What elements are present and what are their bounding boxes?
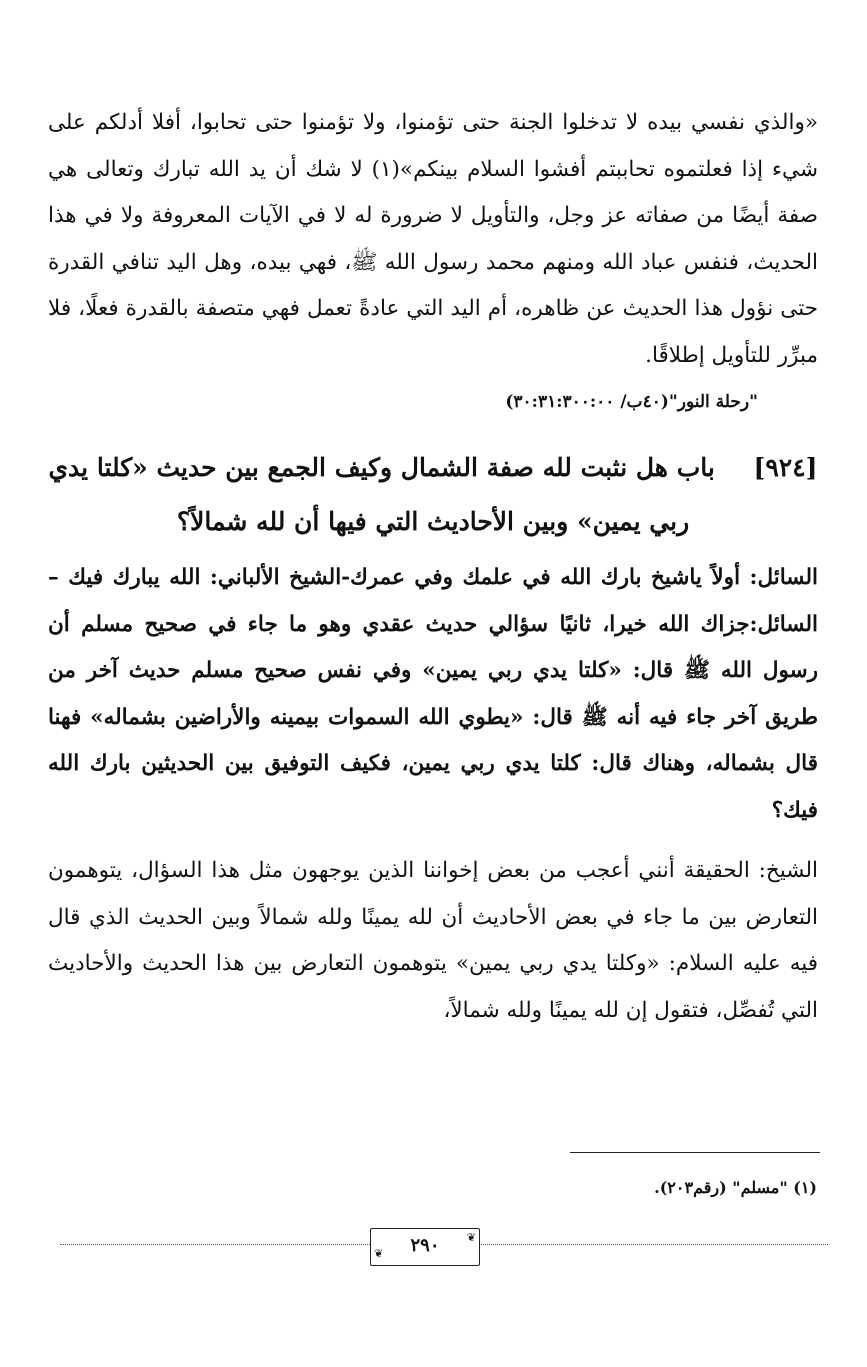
question-paragraph: السائل: أولاً ياشيخ بارك الله في علمك وفي عمرك-الشيخ الألباني: الله يبارك فيك – السائل:جزاك الله خيرا، ثانيًا سؤالي حديث عقدي وهو ما جاء في صحيح مسلم أن رسول الله ﷺ قال: «كلتا يدي ربي يمين» وفي نفس صحيح مسلم حديث آخر من طريق آخر جاء فيه أنه ﷺ قال: «يطوي الله السموات بيمينه والأراضين بشماله» فهنا قال بشماله، وهناك قال: كلتا يدي ربي يمين، فكيف التوفيق بين الحديثين بارك الله فيك؟ (48, 565, 818, 823)
footnote: (١) "مسلم" (رقم٢٠٣). (654, 1178, 817, 1197)
page-number: ٢٩٠ (410, 1235, 440, 1256)
chapter-heading (48, 441, 818, 549)
ornament-icon: ❦ (466, 1231, 476, 1244)
ornament-icon: ❦ (374, 1247, 384, 1260)
source-reference: "رحلة النور"(٤٠ب/ ٣٠:٣١:٣٠٠:٠٠) (505, 392, 758, 412)
chapter-number: [٩٢٤] (753, 453, 818, 482)
chapter-title: باب هل نثبت لله صفة الشمال وكيف الجمع بين حديث «كلتا يدي ربي يمين» وبين الأحاديث التي فيها أن لله شمالاً؟ (48, 453, 715, 536)
page-body (48, 100, 818, 1034)
page-number-frame (370, 1228, 480, 1266)
answer-paragraph: الشيخ: الحقيقة أنني أعجب من بعض إخواننا الذين يوجهون مثل هذا السؤال، يتوهمون التعارض بين ما جاء في بعض الأحاديث أن لله يمينًا ولله شمالاً وبين الحديث الذي قال فيه عليه السلام: «وكلتا يدي ربي يمين» يتوهمون التعارض بين هذا الحديث والأحاديث التي تُفصِّل، فتقول إن لله يمينًا ولله شمالاً، (48, 858, 818, 1023)
footnote-divider (570, 1152, 820, 1153)
intro-paragraph: «والذي نفسي بيده لا تدخلوا الجنة حتى تؤمنوا، ولا تؤمنوا حتى تحابوا، أفلا أدلكم على شيء إذا فعلتموه تحاببتم أفشوا السلام بينكم»(١) لا شك أن يد الله تبارك وتعالى هي صفة أيضًا من صفاته عز وجل، والتأويل لا ضرورة له لا في الآيات المعروفة ولا في هذا الحديث، فنفس عباد الله ومنهم محمد رسول الله ﷺ، فهي بيده، وهل اليد تنافي القدرة حتى نؤول هذا الحديث عن ظاهره، أم اليد التي عادةً تعمل فهي متصفة بالقدرة فعلًا، فلا مبرِّر للتأويل إطلاقًا. (48, 110, 818, 368)
